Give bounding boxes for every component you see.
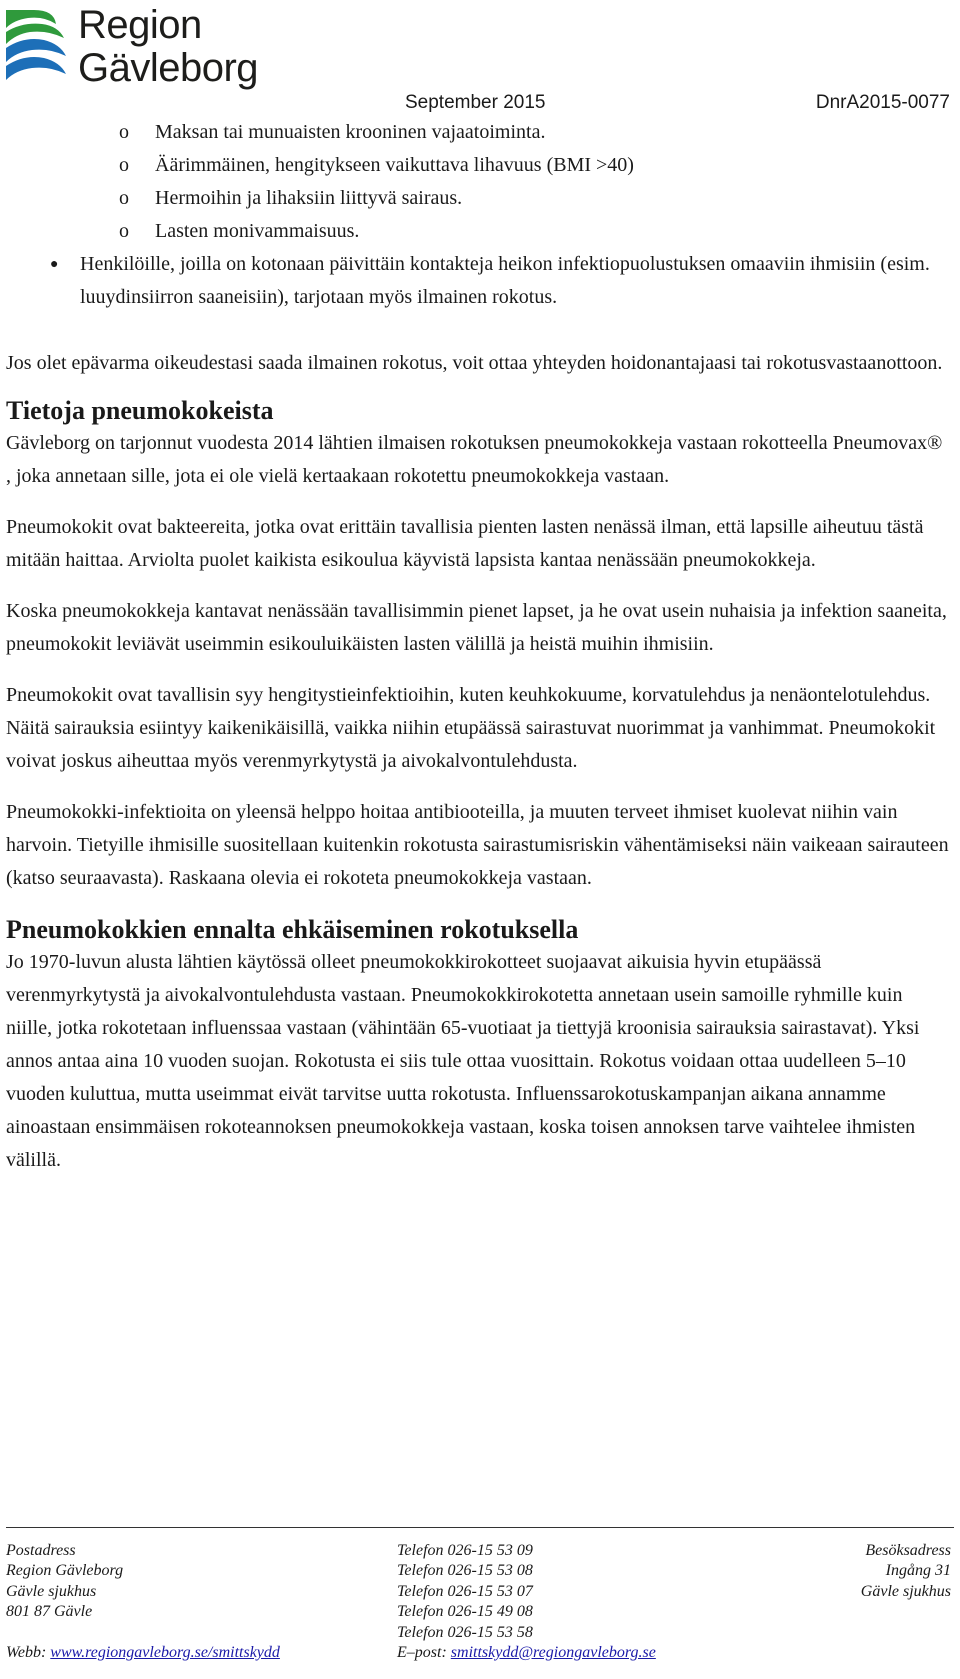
footer-postal-line: Postadress [6,1542,76,1559]
intro-paragraph: Jos olet epävarma oikeudestasi saada ilmainen rokotus, voit ottaa yhteyden hoidonantajaasi tai rokotusvastaanottoon. [6,352,943,374]
footer-phone-column [397,1541,656,1663]
footer-phone-line: Telefon 026-15 49 08 [397,1603,533,1621]
footer-visit-line: Ingång 31 [885,1562,951,1580]
list-item-text: Hermoihin ja lihaksiin liittyvä sairaus. [155,187,463,209]
paragraph: Koska pneumokokkeja kantavat nenässään tavallisimmin pienet lapset, ja he ovat usein nuhaisia ja infektion saaneita, pneumokokit leviävät useimmin esikouluikäisten lasten välillä ja heistä muihin ihmisiin. [6,600,947,655]
region-logo-mark-icon [4,6,68,84]
footer-phone-line: Telefon 026-15 53 58 [397,1623,533,1641]
footer-visit-line: Besöksadress [865,1542,951,1559]
bullet-dot-icon: ● [50,257,59,272]
list-item-text: Äärimmäinen, hengitykseen vaikuttava lihavuus (BMI >40) [155,154,634,176]
circle-bullet-marker: o [119,154,129,176]
bullet-list [6,248,951,314]
circle-bullet-marker: o [119,220,129,242]
paragraph: Pneumokokit ovat bakteereita, jotka ovat erittäin tavallisia pienten lasten nenässä ilman, että lapsille aiheutuu tästä mitään haittaa. Arviolta puolet kaikista esikoulua käyvistä lapsista kantaa nenässään pneumokokkeja. [6,516,924,571]
region-gavleborg-logo [4,4,294,88]
sub-bullet-list [6,116,951,248]
header-reference-number: DnrA2015-0077 [815,92,950,113]
footer-postal-line: 801 87 Gävle [6,1603,93,1621]
list-item [6,215,951,248]
footer-email-link[interactable]: smittskydd@regiongavleborg.se [450,1644,656,1662]
footer-postal-column [6,1541,280,1663]
footer-phone-line: Telefon 026-15 53 08 [397,1562,533,1580]
list-item-text: Lasten monivammaisuus. [155,220,360,242]
footer-visit-column [861,1541,951,1602]
paragraph: Pneumokokit ovat tavallisin syy hengitystieinfektioihin, kuten keuhkokuume, korvatulehdus ja nenäontelotulehdus. Näitä sairauksia esiintyy kaikenikäisillä, vaikka niihin etupäässä sairastuvat nuorimmat ja vanhimmat. Pneumokokit voivat joskus aiheuttaa myös verenmyrkytystä ja aivokalvontulehdusta. [6,684,936,772]
section-heading-pneumococci: Tietoja pneumokokeista [6,396,274,425]
footer-email-line [397,1643,656,1663]
paragraph: Gävleborg on tarjonnut vuodesta 2014 lähtien ilmaisen rokotuksen pneumokokkeja vastaan rokotteella Pneumovax® , joka annetaan sille, jota ei ole vielä kertaakaan rokotettu pneumokokkeja vastaan. [6,432,943,487]
logo-word-region: Region [78,3,202,47]
footer-email-label: E–post: [397,1644,451,1662]
paragraph: Jo 1970-luvun alusta lähtien käytössä olleet pneumokokkirokotteet suojaavat aikuisia hyvin etupäässä verenmyrkytystä ja aivokalvontulehdusta vastaan. Pneumokokkirokotetta annetaan usein samoille ryhmille kuin niille, jotka rokotetaan influenssaa vastaan (vähintään 65-vuotiaat ja tiettyjä kroonisia sairauksia sairastavat). Yksi annos antaa aina 10 vuoden suojan. Rokotusta ei siis tule ottaa vuosittain. Rokotus voidaan ottaa uudelleen 5–10 vuoden kuluttua, mutta useimmat eivät tarvitse uutta rokotusta. Influenssarokotuskampanjan aikana annamme ainoastaan ensimmäisen rokoteannoksen pneumokokkeja vastaan, koska toisen annoksen tarve vaihtelee ihmisten välillä. [6,951,920,1171]
paragraph: Pneumokokki-infektioita on yleensä helppo hoitaa antibiooteilla, ja muuten terveet ihmiset kuolevat niihin vain harvoin. Tietyille ihmisille suositellaan kuitenkin rokotusta sairastumisriskin vähentämiseksi näin vaikeaan sairauteen (katso seuraavasta). Raskaana olevia ei rokoteta pneumokokkeja vastaan. [6,801,949,889]
list-item [6,248,951,314]
list-item [6,182,951,215]
footer-visit-line: Gävle sjukhus [860,1582,951,1600]
footer-web-line [6,1643,280,1663]
footer-phone-line: Telefon 026-15 53 07 [397,1582,533,1600]
header-date: September 2015 [405,92,546,113]
section-heading-prevention: Pneumokokkien ennalta ehkäiseminen rokotuksella [6,915,579,944]
footer-phone-line: Telefon 026-15 53 09 [397,1542,533,1559]
footer-web-link[interactable]: www.regiongavleborg.se/smittskydd [50,1644,280,1662]
document-body [6,116,951,1177]
list-item-text: Henkilöille, joilla on kotonaan päivittäin kontakteja heikon infektiopuolustuksen omaaviin ihmisiin (esim. luuydinsiirron saaneisiin), tarjotaan myös ilmainen rokotus. [80,253,930,308]
logo-word-gavleborg: Gävleborg [78,46,259,90]
list-item [6,149,951,182]
footer-web-label: Webb: [6,1644,51,1662]
footer-postal-line: Gävle sjukhus [6,1582,97,1600]
footer-divider [6,1527,954,1528]
footer-postal-line: Region Gävleborg [6,1562,124,1580]
list-item-text: Maksan tai munuaisten krooninen vajaatoiminta. [155,121,546,143]
list-item [6,116,951,149]
circle-bullet-marker: o [119,121,129,143]
circle-bullet-marker: o [119,187,129,209]
